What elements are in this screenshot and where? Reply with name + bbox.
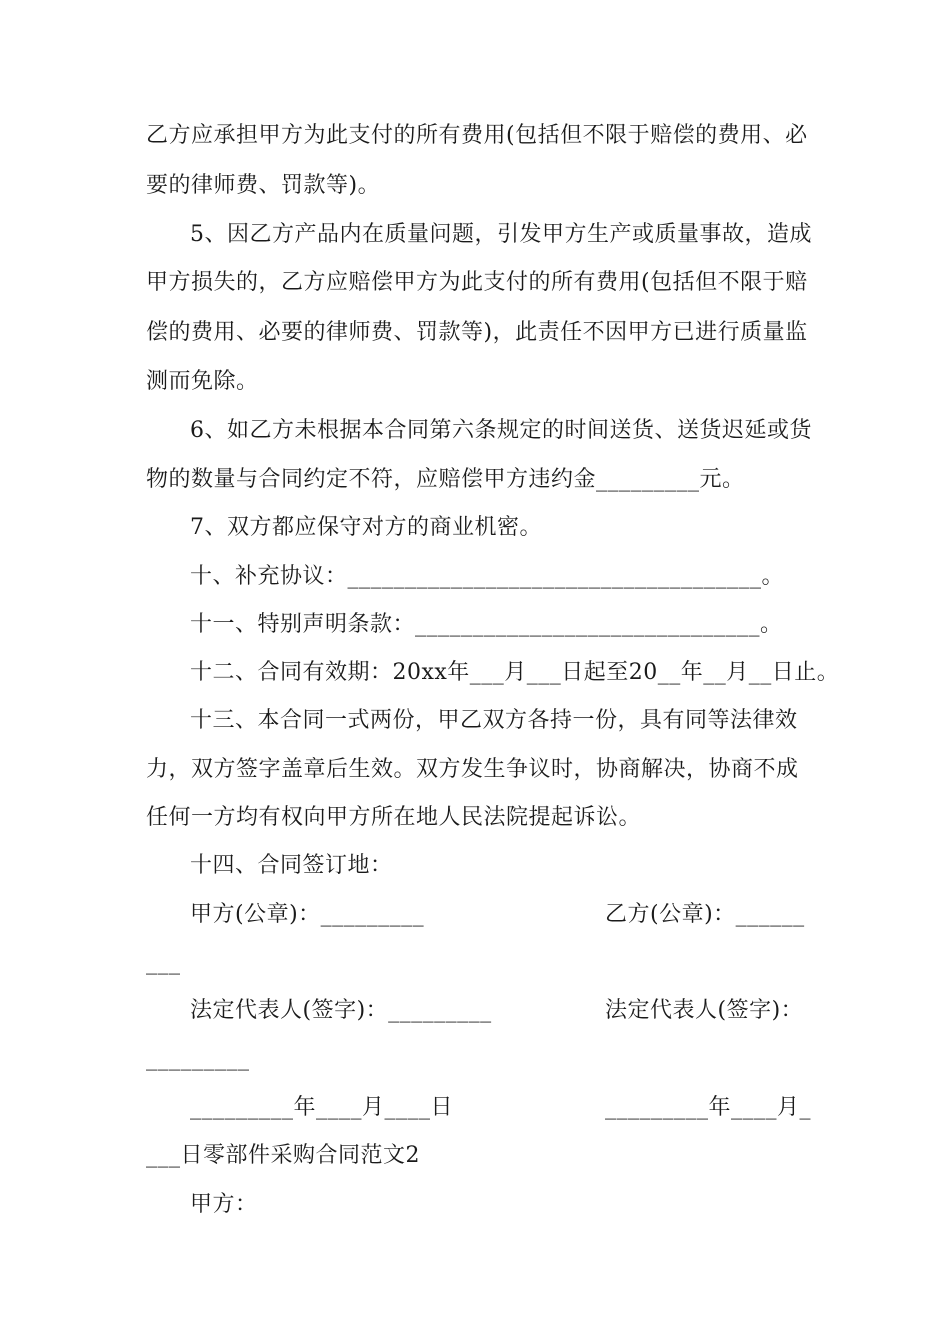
party-a-date: _________年____月____日 [190, 1095, 454, 1120]
paragraph-line: 力，双方签字盖章后生效。双方发生争议时，协商解决，协商不成 [146, 757, 799, 782]
paragraph-line: 偿的费用、必要的律师费、罚款等)，此责任不因甲方已进行质量监 [146, 320, 808, 345]
section-11-special-terms: 十一、特别声明条款：______________________________。 [190, 612, 783, 637]
party-a-seal: 甲方(公章)：_________ [190, 902, 425, 927]
paragraph-line: 甲方损失的，乙方应赔偿甲方为此支付的所有费用(包括但不限于赔 [146, 270, 808, 295]
section-12-validity: 十二、合同有效期：20xx年___月___日起至20__年__月__日止。 [190, 660, 840, 685]
party-b-date: _________年____月_ [605, 1095, 812, 1120]
party-a-heading: 甲方： [190, 1192, 258, 1217]
party-b-representative: 法定代表人(签字)： [605, 998, 804, 1023]
clause-6-line: 6、如乙方未根据本合同第六条规定的时间送货、送货迟延或货 [190, 418, 812, 443]
party-b-seal: 乙方(公章)：______ [605, 902, 805, 927]
paragraph-line: 要的律师费、罚款等)。 [146, 173, 381, 198]
party-b-representative-continued: _________ [146, 1046, 250, 1071]
paragraph-line: 任何一方均有权向甲方所在地人民法院提起诉讼。 [146, 805, 642, 830]
paragraph-line: 乙方应承担甲方为此支付的所有费用(包括但不限于赔偿的费用、必 [146, 123, 808, 148]
paragraph-line: 测而免除。 [146, 369, 259, 394]
clause-5-line: 5、因乙方产品内在质量问题，引发甲方生产或质量事故，造成 [190, 222, 812, 247]
party-b-seal-continued: ___ [146, 950, 181, 975]
section-13-line: 十三、本合同一式两份，甲乙双方各持一份，具有同等法律效 [190, 708, 798, 733]
party-a-representative: 法定代表人(签字)：_________ [190, 998, 492, 1023]
paragraph-line: 物的数量与合同约定不符，应赔偿甲方违约金_________元。 [146, 467, 745, 492]
party-b-date-continued-and-title: ___日零部件采购合同范文2 [146, 1143, 420, 1168]
clause-7-line: 7、双方都应保守对方的商业机密。 [190, 515, 542, 540]
section-14-signing-place: 十四、合同签订地： [190, 853, 393, 878]
section-10-supplement: 十、补充协议：____________________________________。 [190, 564, 785, 589]
